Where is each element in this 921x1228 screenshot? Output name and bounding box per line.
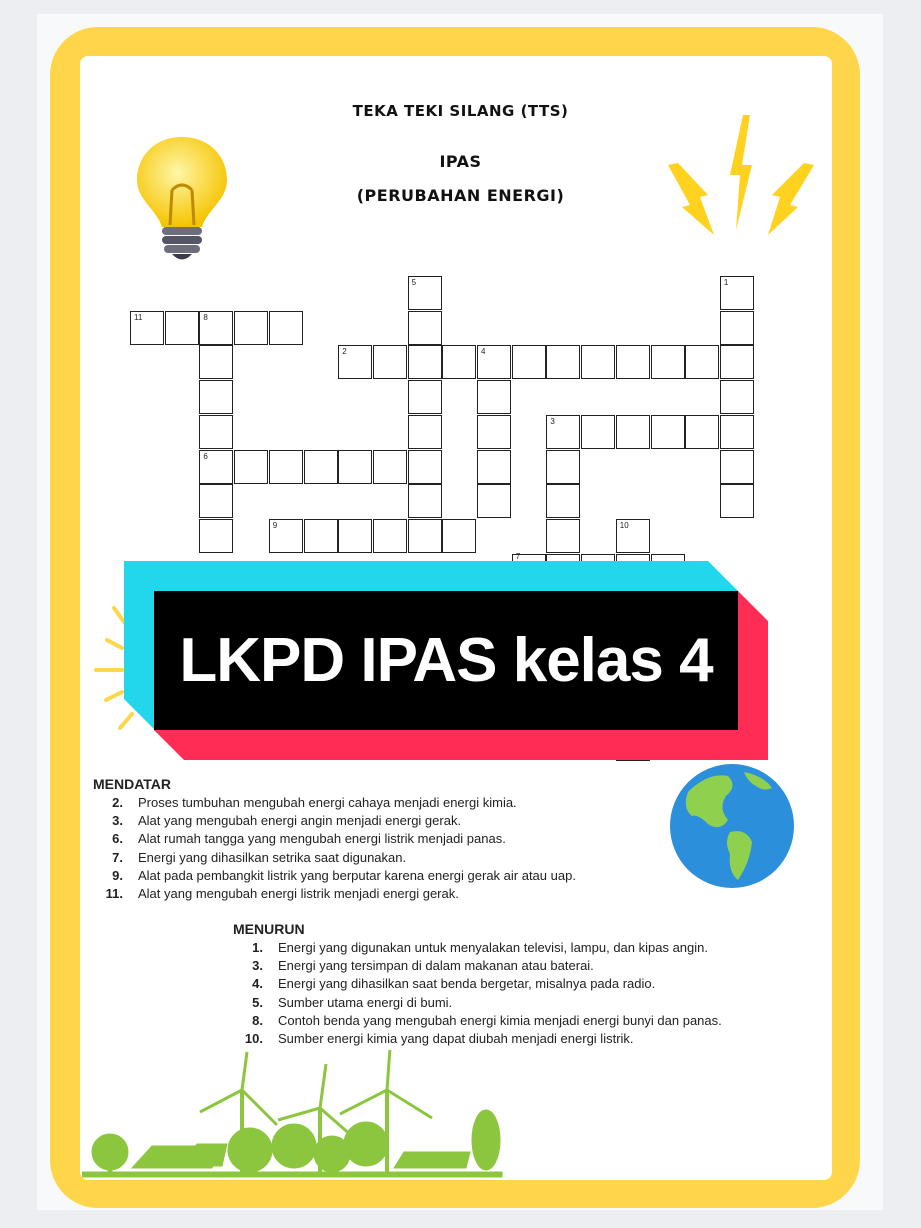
clue-item [233, 1012, 722, 1030]
crossword-cell[interactable] [720, 345, 754, 379]
clue-number: 7. [112, 849, 123, 865]
light-bulb-icon [132, 135, 232, 267]
clue-number: 11 [134, 312, 143, 322]
clue-text: Alat pada pembangkit listrik yang berputar karena energi gerak air atau uap. [138, 867, 576, 883]
clue-number: 10 [619, 520, 629, 530]
clue-text: Proses tumbuhan mengubah energi cahaya menjadi energi kimia. [138, 795, 517, 810]
clue-item [233, 975, 722, 993]
clue-item [233, 1030, 722, 1048]
crossword-cell[interactable] [720, 450, 754, 484]
clue-number: 7 [515, 551, 521, 561]
clue-text: Energi yang digunakan untuk menyalakan televisi, lampu, dan kipas angin. [278, 940, 708, 955]
clues-down [233, 921, 722, 1048]
clue-item [233, 994, 722, 1012]
clue-number: 10. [244, 1031, 263, 1047]
crossword-cell[interactable] [651, 345, 685, 379]
crossword-cell[interactable] [616, 415, 650, 449]
clue-number: 3. [112, 813, 123, 829]
clue-item [233, 939, 722, 957]
clue-number: 1. [252, 940, 263, 955]
crossword-cell[interactable] [199, 380, 233, 414]
clue-item [233, 957, 722, 975]
crossword-cell[interactable] [546, 519, 580, 553]
clue-text: Alat rumah tangga yang mengubah energi listrik menjadi panas. [138, 831, 506, 847]
crossword-cell[interactable] [616, 345, 650, 379]
crossword-cell[interactable] [408, 519, 442, 553]
globe-icon [668, 762, 798, 890]
crossword-cell[interactable] [373, 345, 407, 379]
crossword-cell[interactable] [408, 484, 442, 518]
crossword-cell[interactable] [408, 311, 442, 345]
clue-text: Energi yang dihasilkan saat benda bergetar, misalnya pada radio. [278, 976, 656, 992]
crossword-cell[interactable] [338, 519, 372, 553]
clue-text: Sumber energi kimia yang dapat diubah menjadi energi listrik. [278, 1031, 634, 1047]
clue-number: 4 [481, 347, 486, 357]
crossword-cell[interactable] [269, 311, 303, 345]
crossword-cell[interactable] [477, 450, 511, 484]
crossword-cell[interactable] [408, 345, 442, 379]
crossword-cell[interactable] [304, 519, 338, 553]
clue-number: 5. [252, 994, 263, 1010]
crossword-cell[interactable] [199, 519, 233, 553]
crossword-cell[interactable] [234, 450, 268, 484]
down-heading: MENURUN [233, 921, 305, 937]
clue-item [93, 867, 576, 885]
crossword-cell[interactable] [338, 450, 372, 484]
clue-number: 9. [112, 867, 123, 883]
clue-item [93, 849, 576, 867]
clue-number: 2 [342, 347, 347, 357]
clue-item [93, 812, 576, 830]
clues-across [93, 776, 576, 903]
crossword-cell[interactable] [512, 345, 546, 379]
crossword-cell[interactable] [720, 380, 754, 414]
crossword-cell[interactable] [685, 415, 719, 449]
crossword-cell[interactable] [546, 484, 580, 518]
crossword-cell[interactable] [373, 450, 407, 484]
clue-text: Energi yang dihasilkan setrika saat digunakan. [138, 849, 407, 865]
clue-text: Alat yang mengubah energi listrik menjadi energi gerak. [138, 886, 459, 902]
crossword-cell[interactable] [408, 380, 442, 414]
crossword-cell[interactable] [269, 450, 303, 484]
crossword-cell[interactable] [651, 415, 685, 449]
clue-number: 4. [252, 976, 263, 992]
crossword-cell[interactable] [720, 415, 754, 449]
clue-number: 9 [272, 520, 278, 530]
worksheet-title: TEKA TEKI SILANG (TTS) [352, 102, 569, 120]
crossword-cell[interactable] [720, 311, 754, 345]
worksheet-subject: IPAS [439, 152, 482, 171]
clue-number: 3. [252, 958, 263, 974]
crossword-cell[interactable] [234, 311, 268, 345]
crossword-cell[interactable] [442, 345, 476, 379]
clue-text: Alat yang mengubah energi angin menjadi energi gerak. [138, 813, 462, 829]
clue-number: 6 [203, 451, 208, 461]
crossword-cell[interactable] [373, 519, 407, 553]
clue-number: 6. [112, 831, 123, 847]
worksheet-topic: (PERUBAHAN ENERGI) [356, 186, 565, 205]
lightning-icon [668, 115, 818, 240]
clue-number: 11. [105, 886, 123, 902]
crossword-cell[interactable] [546, 450, 580, 484]
clue-number: 8. [252, 1012, 263, 1028]
crossword-cell[interactable] [408, 450, 442, 484]
crossword-cell[interactable] [685, 345, 719, 379]
crossword-cell[interactable] [304, 450, 338, 484]
clue-number: 5 [411, 278, 417, 287]
clue-text: Energi yang tersimpan di dalam makanan atau baterai. [278, 958, 594, 974]
banner-title: LKPD IPAS kelas 4 [179, 626, 713, 695]
clue-text: Sumber utama energi di bumi. [278, 994, 453, 1010]
renewable-energy-illustration [82, 1050, 504, 1180]
crossword-cell[interactable] [199, 345, 233, 379]
clue-number: 8 [203, 312, 208, 322]
clue-number: 1 [723, 278, 729, 287]
across-heading: MENDATAR [93, 776, 172, 792]
crossword-cell[interactable] [477, 415, 511, 449]
clue-text: Contoh benda yang mengubah energi kimia menjadi energi bunyi dan panas. [278, 1012, 722, 1028]
clue-number: 2. [112, 795, 123, 810]
crossword-cell[interactable] [581, 415, 615, 449]
crossword-cell[interactable] [720, 484, 754, 518]
clue-item [93, 885, 576, 903]
crossword-cell[interactable] [442, 519, 476, 553]
crossword-cell[interactable] [199, 415, 233, 449]
crossword-cell[interactable] [477, 484, 511, 518]
crossword-cell[interactable] [477, 380, 511, 414]
crossword-cell[interactable] [408, 415, 442, 449]
crossword-cell[interactable] [546, 345, 580, 379]
clue-item [93, 794, 576, 812]
crossword-cell[interactable] [199, 484, 233, 518]
clue-item [93, 830, 576, 848]
crossword-cell[interactable] [165, 311, 199, 345]
crossword-cell[interactable] [581, 345, 615, 379]
clue-number: 3 [550, 416, 555, 426]
